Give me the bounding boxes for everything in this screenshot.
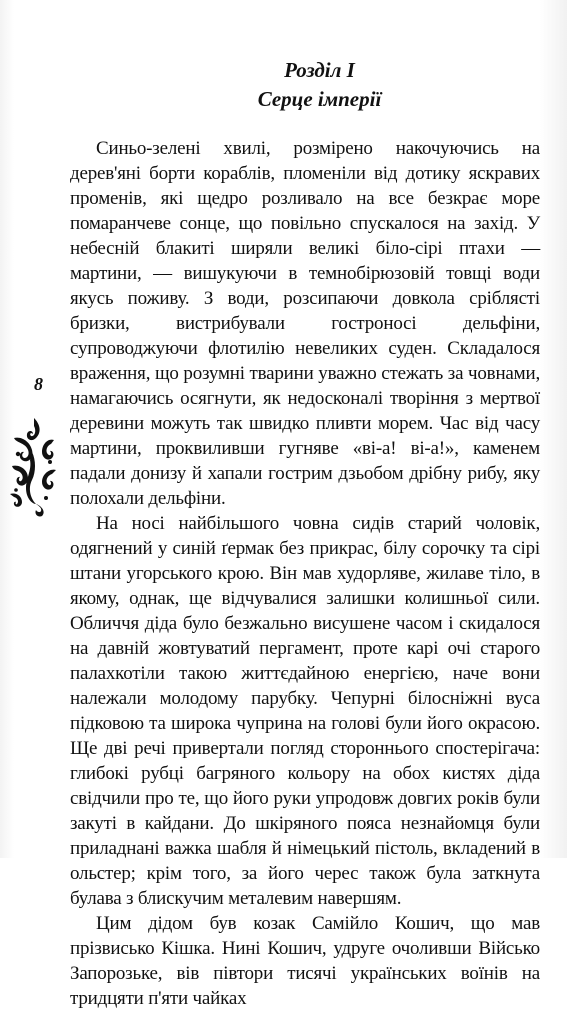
- page-number: 8: [34, 374, 43, 394]
- paragraph: Синьо-зелені хвилі, розмірено накочуючись на дерев'яні борти кораблів, пломеніли від дотику яскравих променів, які щедро розливало на все безкрає море помаранчеве сонце, що повільно спускалося на захід. У небесній блакиті ширяли великі біло-сірі птахи — мартини, — вишукуючи в темнобірюзовій товщі води якусь поживу. З води, розсипаючи довкола сріблясті бризки, вистрибували гостроносі дельфіни, супроводжуючи флотилію невеликих суден. Складалося враження, що розумні тварини уважно стежать за човнами, намагаючись осягнути, як недосконалі творіння з мертвої деревини можуть так швидко пливти морем. Час від часу мартини, проквиливши гугняве «ві-а! ві-а!», каменем падали донизу й хапали гострим дзьобом дрібну рибу, яку полохали дельфіни.: [70, 138, 540, 509]
- paragraph: Цим дідом був козак Самійло Кошич, що мав прізвисько Кішка. Нині Кошич, удруге очоливши Військо Запорозьке, вів півтори тисячі українських воїнів на тридцяти п'яти чайках: [70, 913, 540, 1009]
- paragraph: На носі найбільшого човна сидів старий чоловік, одягнений у синій ґермак без прикрас, білу сорочку та сірі штани угорського крою. Він мав худорляве, жилаве тіло, в якому, однак, ще відчувалися залишки колишньої сили. Обличчя діда було безжально висушене часом і скидалося на давній жовтуватий пергамент, проте карі очі старого палахкотіли такою життєдайною енергією, наче вони належали молодому парубку. Чепурні білосніжні вуса підковою та широка чуприна на голові були його окрасою. Ще дві речі привертали погляд стороннього спостерігача: глибокі рубці багряного кольору на обох кистях діда свідчили про те, що його руки упродовж довгих років були закуті в кайдани. До шкіряного пояса незнайомця були приладнані важка шабля й німецький пістоль, вкладений в ольстер; крім того, за його черес також була заткнута булава з блискучим металевим навершям.: [70, 513, 540, 909]
- baroque-floral-ornament-icon: [6, 414, 62, 518]
- chapter-heading: [0, 56, 567, 114]
- body-text: [70, 136, 540, 1011]
- chapter-label: Розділ I: [284, 58, 355, 82]
- chapter-title: Серце імперії: [257, 87, 382, 111]
